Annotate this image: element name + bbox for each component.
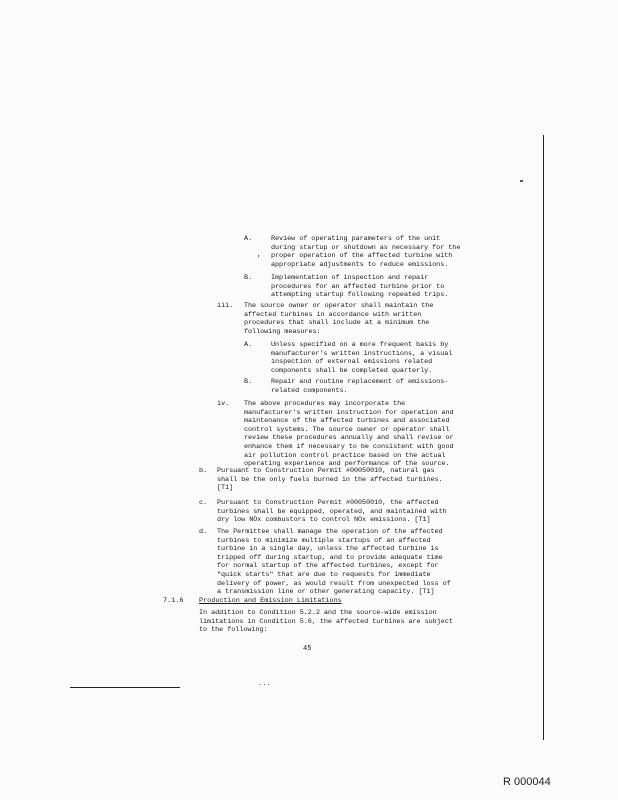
section-text: In addition to Condition 5.2.2 and the source-wide emission limitations in Condition 5.6, the affected turbines are subject to the following:: [199, 609, 453, 635]
item-label: d.: [199, 528, 208, 536]
item-label: B.: [244, 378, 253, 386]
page-number: 45: [303, 645, 312, 653]
item-text: Implementation of inspection and repair procedures for an affected turbine prior to attempting startup following repeated trips.: [271, 274, 449, 300]
item-text: The above procedures may incorporate the manufacturer's written instruction for operation and maintenance of the affected turbines and associated control systems. The source owner or operator shall review these procedures annually and shall revise or enhance them if necessary to be consistent with good air pollution control practice based on the actual operating experience and performance of the source.: [244, 400, 454, 469]
item-label: B.: [244, 274, 253, 282]
footer-dots: ...: [258, 680, 271, 688]
item-text: The Permittee shall manage the operation of the affected turbines to minimize multiple startups of an affected turbine in a single day, unless the affected turbine is tripped off during startup, and to provide adequate time for normal startup of the affected turbines, except for "quick starts" that are due to requests for immediate delivery of power, as would result from unexpected loss of a transmission line or other generating capacity. [T1]: [217, 528, 451, 597]
item-label: iii.: [217, 302, 234, 310]
item-text: Unless specified on a more frequent basis by manufacturer's written instructions, a visual inspection of external emissions related components shall be completed quarterly.: [271, 341, 453, 375]
item-label: iv.: [217, 400, 230, 408]
section-heading: Production and Emission Limitations: [199, 597, 342, 605]
footer-rule: [70, 687, 180, 688]
item-label: A.: [244, 341, 253, 349]
margin-line: [543, 135, 544, 740]
item-text: Review of operating parameters of the unit during startup or shutdown as necessary for the proper operation of the affected turbine with appropriate adjustments to reduce emissions.: [271, 235, 461, 269]
item-text: Pursuant to Construction Permit #00050010, natural gas shall be the only fuels burned in the affected turbines. [T1]: [217, 467, 443, 493]
margin-mark: [520, 180, 523, 182]
bates-number: R 000044: [503, 776, 551, 788]
section-number: 7.1.6: [163, 597, 184, 605]
item-text: The source owner or operator shall maintain the affected turbines in accordance with written procedures that shall include at a minimum the following measures:: [244, 302, 434, 336]
stray-mark: ,: [257, 251, 262, 259]
item-label: b.: [199, 467, 208, 475]
item-label: A.: [244, 235, 253, 243]
item-text: Pursuant to Construction Permit #00050010, the affected turbines shall be equipped, operated, and maintained with dry low NOx combustors to control NOx emissions. [T1]: [217, 499, 447, 525]
item-label: c.: [199, 499, 208, 507]
item-text: Repair and routine replacement of emissions- related components.: [271, 378, 449, 395]
